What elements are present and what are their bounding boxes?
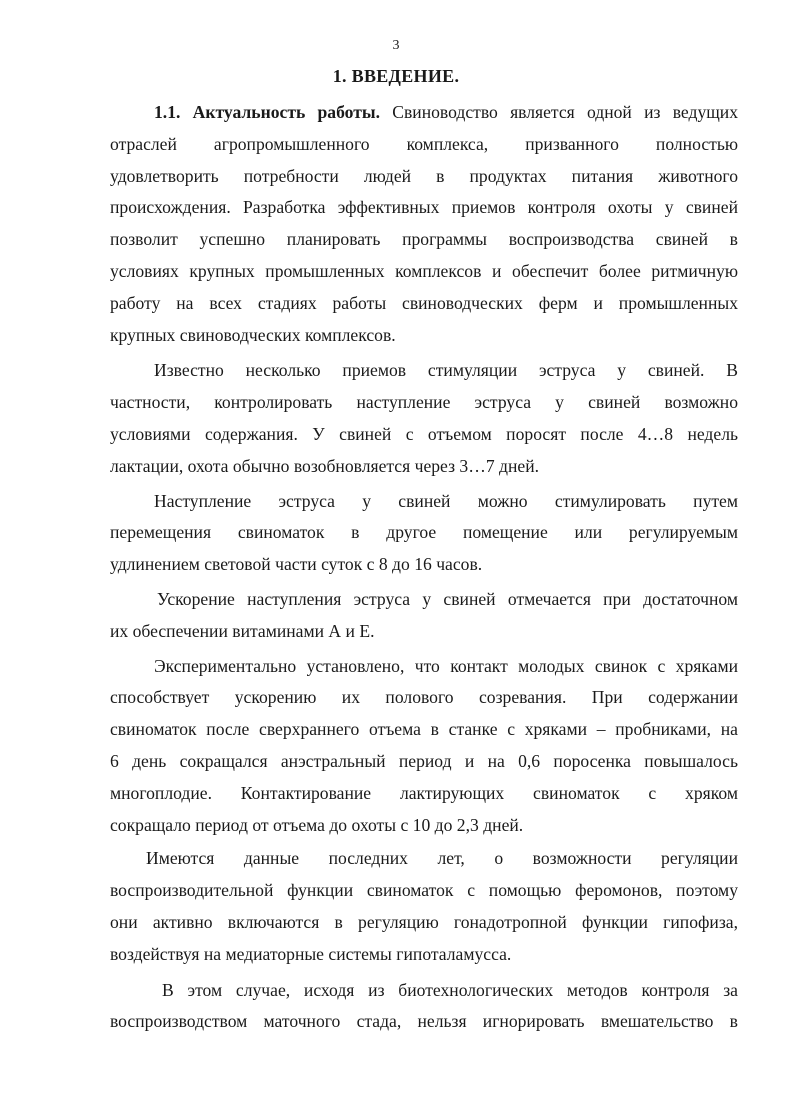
text-line: многоплодие. Контактирование лактирующих свиноматок с хряком [110,782,738,803]
text-line: воздействуя на медиаторные системы гипоталамусса. [110,943,512,964]
text-line: Имеются данные последних лет, о возможности регуляции [146,848,738,869]
paragraph-1 [110,97,738,351]
paragraph-7 [110,975,738,1039]
page-number: 3 [392,38,400,53]
text-line: Наступление эструса у свиней можно стимулировать путем [154,490,738,511]
text-line: сокращало период от отъема до охоты с 10 до 2,3 дней. [110,814,524,835]
section-title-dot: . [375,102,381,122]
document-body [110,97,738,1038]
text-line: свиноматок после сверхраннего отъема в станке с хряками – пробниками, на [110,719,738,740]
text-line: происхождения. Разработка эффективных приемов контроля охоты у свиней [110,197,738,218]
text-line: лактации, охота обычно возобновляется через 3…7 дней. [110,455,540,476]
text-line [110,97,738,129]
paragraph-6 [110,843,738,970]
paragraph-4 [110,584,738,648]
text-line: условиями содержания. У свиней с отъемом поросят после 4…8 недель [110,423,738,444]
text-line: способствует ускорению их полового созревания. При содержании [110,687,738,708]
text-segment: Свиноводство является одной из ведущих [380,102,738,122]
paragraph-3 [110,486,738,581]
text-line: работу на всех стадиях работы свиноводческих ферм и промышленных [110,292,738,313]
paragraph-2 [110,355,738,482]
text-line: 6 день сокращался анэстральный период и на 0,6 поросенка повышалось [110,750,738,771]
paragraph-5 [110,651,738,842]
text-line: крупных свиноводческих комплексов. [110,324,396,345]
text-line: Ускорение наступления эструса у свиней отмечается при достаточном [157,588,738,609]
text-line: Экспериментально установлено, что контакт молодых свинок с хряками [154,655,738,676]
text-line: позволит успешно планировать программы воспроизводства свиней в [110,229,738,250]
page-title: 1. ВВЕДЕНИЕ. [332,66,460,86]
text-line: воспроизводством маточного стада, нельзя игнорировать вмешательство в [110,1011,738,1032]
text-line: удлинением световой части суток с 8 до 16 часов. [110,554,483,575]
text-line: их обеспечении витаминами А и Е. [110,620,375,641]
text-line: В этом случае, исходя из биотехнологических методов контроля за [162,979,738,1000]
text-line: удовлетворить потребности людей в продуктах питания животного [110,165,738,186]
text-line: они активно включаются в регуляцию гонадотропной функции гипофиза, [110,911,738,932]
text-line: условиях крупных промышленных комплексов и обеспечит более ритмичную [110,260,738,281]
text-line: перемещения свиноматок в другое помещение или регулируемым [110,522,738,543]
text-line: частности, контролировать наступление эструса у свиней возможно [110,392,738,413]
text-line: отраслей агропромышленного комплекса, призванного полностью [110,133,738,154]
section-title: 1.1. Актуальность работы [154,102,376,122]
text-line: воспроизводительной функции свиноматок с помощью феромонов, поэтому [110,880,738,901]
text-line: Известно несколько приемов стимуляции эструса у свиней. В [154,360,738,381]
